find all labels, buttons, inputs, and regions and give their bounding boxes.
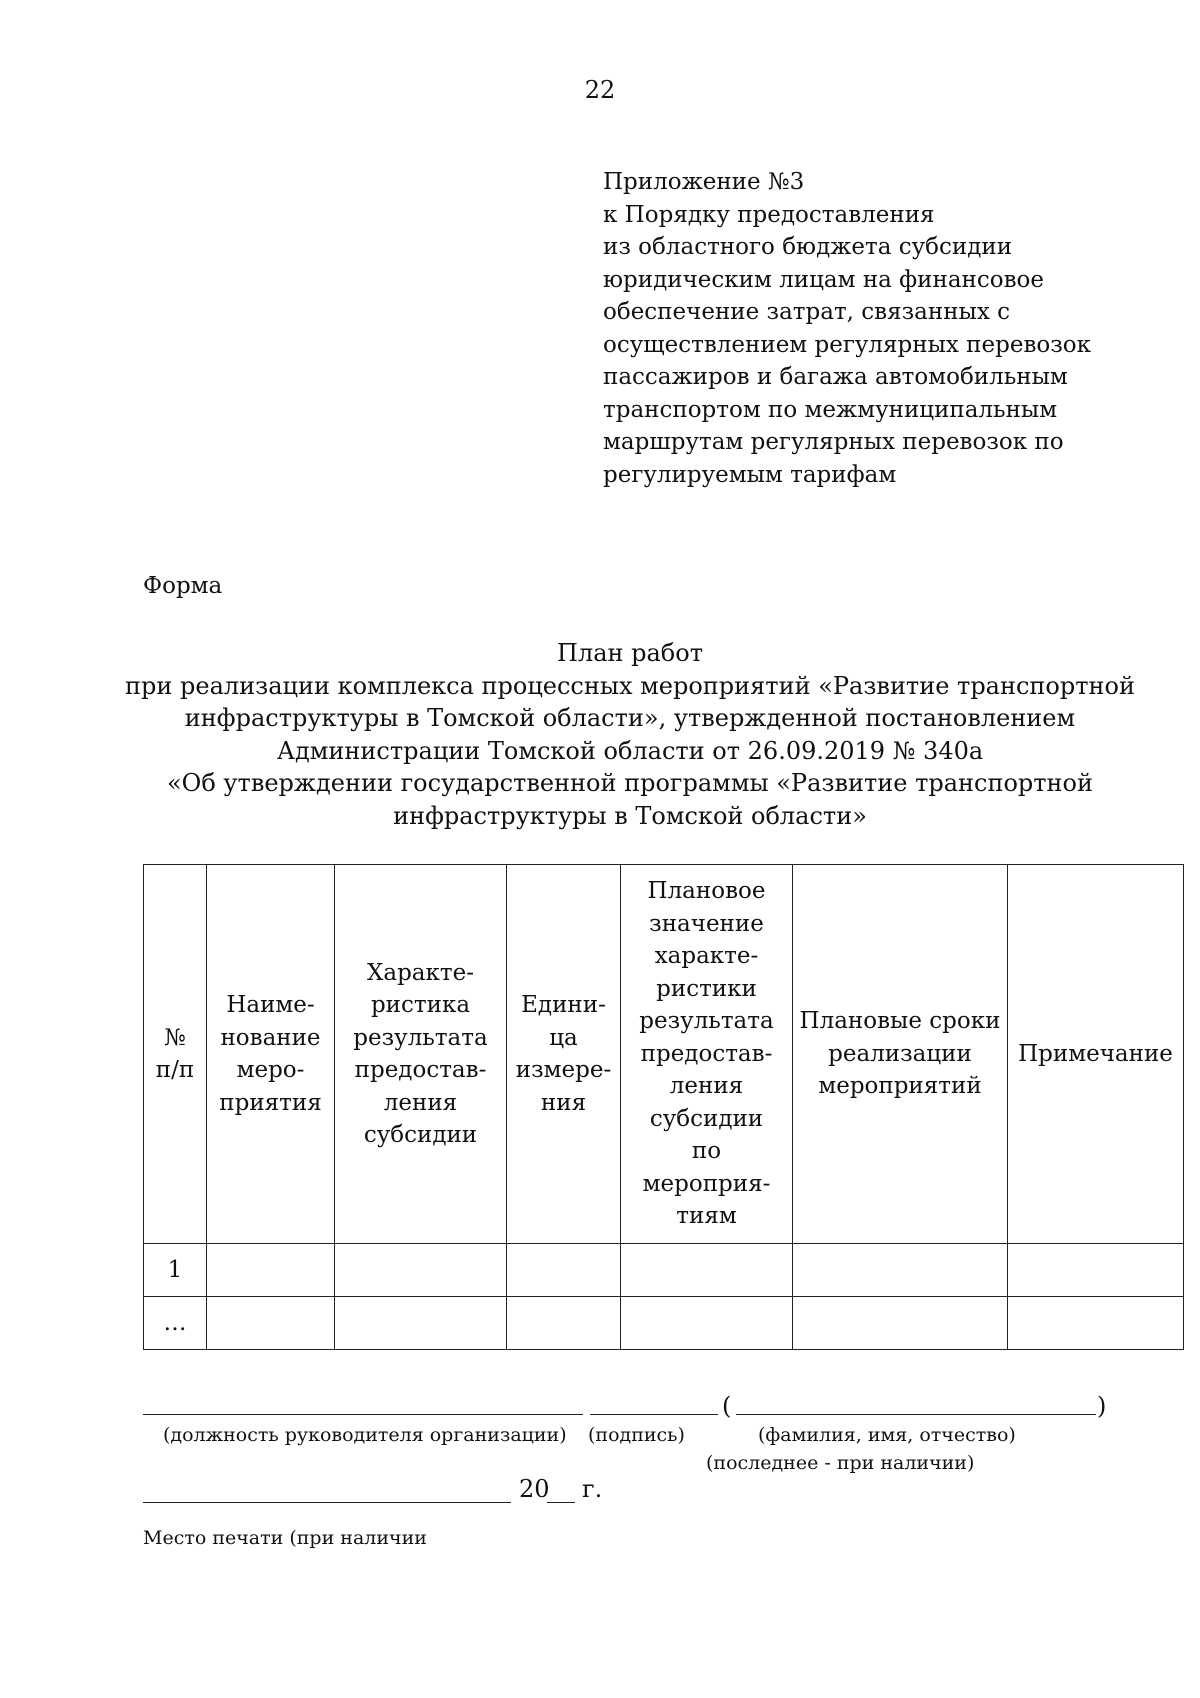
appendix-line: пассажиров и багажа автомобильным: [603, 364, 1068, 390]
date-year-prefix: 20: [519, 1475, 550, 1503]
form-label: Форма: [143, 573, 223, 599]
table-row: [144, 1244, 1184, 1297]
table-cell: [335, 1297, 507, 1350]
header-cell-event-name: Наиме- нование меро- приятия: [207, 865, 335, 1244]
table-cell: [1008, 1244, 1184, 1297]
date-line: [143, 1502, 511, 1503]
table-cell: [335, 1244, 507, 1297]
open-paren: (: [722, 1392, 732, 1420]
plan-title-line: при реализации комплекса процессных мероприятий «Развитие транспортной: [125, 671, 1135, 700]
appendix-header: [603, 166, 1103, 491]
table-cell: [507, 1297, 621, 1350]
header-cell-result-characteristic: Характе- ристика результата предостав- ления субсидии: [335, 865, 507, 1244]
table-cell: [207, 1244, 335, 1297]
plan-title-line: Администрации Томской области от 26.09.2019 № 340а: [276, 736, 984, 765]
appendix-line: Приложение №3: [603, 169, 805, 195]
signature-line: [590, 1414, 718, 1415]
table-cell: [1008, 1297, 1184, 1350]
header-cell-planned-value: Плановое значение характе- ристики результата предостав- ления субсидии по мероприя- тиям: [621, 865, 793, 1244]
date-year-blank: [547, 1502, 575, 1503]
plan-title-line: инфраструктуры в Томской области», утвержденной постановлением: [184, 704, 1076, 732]
page-number: 22: [584, 76, 616, 104]
plan-title-line: План работ: [557, 639, 703, 667]
header-cell-planned-dates: Плановые сроки реализации мероприятий: [793, 865, 1008, 1244]
position-signature-line: [143, 1414, 583, 1415]
appendix-line: регулируемым тарифам: [603, 461, 897, 488]
appendix-line: юридическим лицам на финансовое: [603, 266, 1045, 293]
header-cell-note: Примечание: [1008, 865, 1184, 1244]
plan-title-line: инфраструктуры в Томской области»: [393, 801, 867, 830]
appendix-line: из областного бюджета субсидии: [603, 234, 1013, 260]
table-cell: …: [144, 1297, 207, 1350]
plan-table: [143, 864, 1184, 1350]
appendix-line: к Порядку предоставления: [603, 201, 935, 228]
stamp-note: Место печати (при наличии: [143, 1527, 427, 1549]
date-year-suffix: г.: [582, 1475, 603, 1503]
appendix-line: осуществлением регулярных перевозок: [603, 331, 1092, 358]
name-signature-line: [736, 1414, 1096, 1415]
table-cell: [621, 1297, 793, 1350]
table-cell: [793, 1244, 1008, 1297]
table-cell: [793, 1297, 1008, 1350]
table-cell: [207, 1297, 335, 1350]
appendix-line: обеспечение затрат, связанных с: [603, 299, 1011, 325]
table-cell: 1: [144, 1244, 207, 1297]
position-caption: (должность руководителя организации): [163, 1424, 567, 1446]
table-row: [144, 1297, 1184, 1350]
signature-caption: (подпись): [588, 1424, 685, 1446]
table-cell: [507, 1244, 621, 1297]
table-header-row: [144, 865, 1184, 1244]
name-caption-note: (последнее - при наличии): [706, 1452, 975, 1474]
appendix-line: маршрутам регулярных перевозок по: [603, 429, 1064, 455]
header-cell-number: № п/п: [144, 865, 207, 1244]
plan-title-line: «Об утверждении государственной программы «Развитие транспортной: [166, 769, 1093, 797]
plan-title: [0, 637, 1200, 832]
header-cell-unit: Едини- ца измере- ния: [507, 865, 621, 1244]
appendix-line: транспортом по межмуниципальным: [603, 396, 1058, 423]
close-paren: ): [1097, 1392, 1107, 1420]
name-caption: (фамилия, имя, отчество): [758, 1424, 1016, 1446]
table-cell: [621, 1244, 793, 1297]
